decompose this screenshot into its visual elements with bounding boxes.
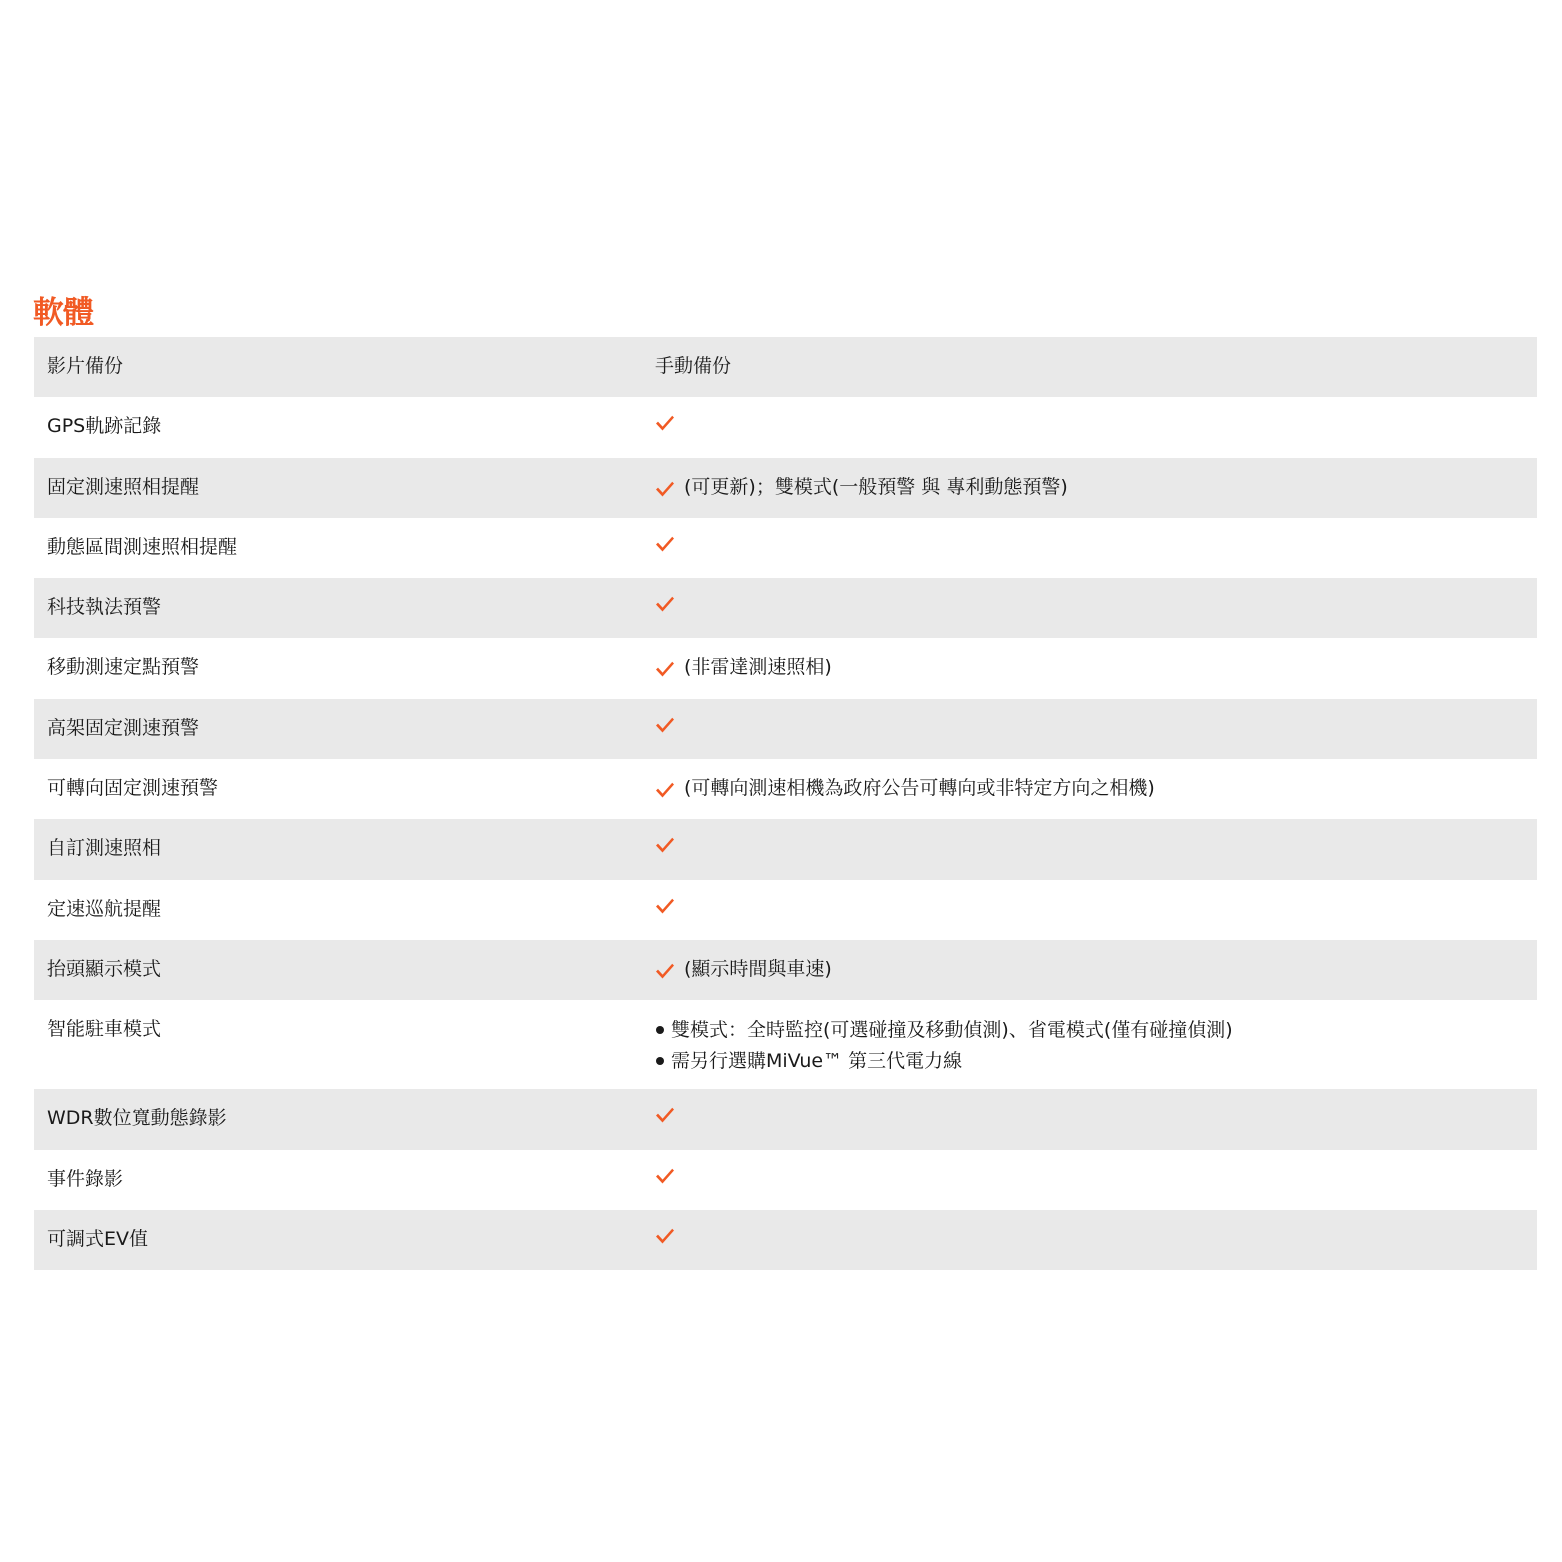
feature-name: 抬頭顯示模式 xyxy=(47,957,162,980)
feature-value xyxy=(655,412,684,430)
spec-row xyxy=(34,819,1537,879)
spec-row xyxy=(34,880,1537,940)
feature-name: 固定測速照相提醒 xyxy=(47,475,200,498)
checkmark-icon xyxy=(655,779,675,797)
feature-name: 事件錄影 xyxy=(47,1167,124,1190)
section-title: 軟體 xyxy=(33,295,93,331)
feature-name: 影片備份 xyxy=(47,355,124,377)
feature-value-text: (可更新)；雙模式(一般預警 與 專利動態預警) xyxy=(684,475,1068,498)
spec-row xyxy=(34,1210,1537,1270)
spec-row xyxy=(34,518,1537,578)
spec-table xyxy=(34,337,1537,1270)
feature-value xyxy=(655,834,684,852)
feature-value xyxy=(655,714,684,732)
checkmark-icon xyxy=(655,714,675,732)
checkmark-icon xyxy=(655,1165,675,1183)
feature-name: 可轉向固定測速預警 xyxy=(47,777,219,800)
feature-value xyxy=(655,533,684,551)
bullet-list xyxy=(655,1015,1233,1076)
spec-row xyxy=(34,1000,1537,1089)
feature-name: 動態區間測速照相提醒 xyxy=(47,535,238,558)
checkmark-icon xyxy=(655,533,675,551)
feature-value xyxy=(655,352,731,380)
feature-value xyxy=(655,1015,1233,1076)
feature-name: 定速巡航提醒 xyxy=(47,897,162,920)
checkmark-icon xyxy=(655,895,675,913)
bullet-dot-icon xyxy=(656,1026,664,1034)
checkmark-icon xyxy=(655,1104,675,1122)
checkmark-icon xyxy=(655,1225,675,1243)
checkmark-icon xyxy=(655,593,675,611)
spec-row xyxy=(34,397,1537,457)
feature-name: WDR數位寬動態錄影 xyxy=(47,1107,227,1130)
spec-row xyxy=(34,1150,1537,1210)
feature-value xyxy=(655,1104,684,1122)
bullet-text: 需另行選購MiVue™ 第三代電力線 xyxy=(671,1049,963,1072)
checkmark-icon xyxy=(655,478,675,496)
bullet-item xyxy=(655,1014,1233,1045)
feature-value xyxy=(655,955,832,983)
feature-value xyxy=(655,1165,684,1183)
feature-value xyxy=(655,1225,684,1243)
feature-value xyxy=(655,774,1155,802)
feature-value-text: 手動備份 xyxy=(655,355,732,377)
feature-name: 移動測速定點預警 xyxy=(47,656,200,679)
feature-name: 自訂測速照相 xyxy=(47,837,162,860)
spec-row xyxy=(34,759,1537,819)
checkmark-icon xyxy=(655,834,675,852)
feature-name: 可調式EV值 xyxy=(47,1227,149,1250)
feature-value-text: (顯示時間與車速) xyxy=(684,957,832,980)
feature-value xyxy=(655,653,832,681)
spec-row xyxy=(34,337,1537,397)
feature-name: 高架固定測速預警 xyxy=(47,716,200,739)
spec-row xyxy=(34,699,1537,759)
spec-row xyxy=(34,638,1537,698)
feature-value xyxy=(655,895,684,913)
bullet-item xyxy=(655,1045,1233,1076)
feature-value xyxy=(655,593,684,611)
spec-row xyxy=(34,578,1537,638)
bullet-dot-icon xyxy=(656,1057,664,1065)
feature-name: GPS軌跡記錄 xyxy=(47,415,162,438)
feature-value xyxy=(655,473,1068,501)
feature-value-text: (非雷達測速照相) xyxy=(684,656,832,679)
checkmark-icon xyxy=(655,960,675,978)
bullet-text: 雙模式：全時監控(可選碰撞及移動偵測)、省電模式(僅有碰撞偵測) xyxy=(671,1018,1233,1041)
feature-name: 智能駐車模式 xyxy=(47,1018,162,1041)
spec-row xyxy=(34,1089,1537,1149)
feature-name: 科技執法預警 xyxy=(47,596,162,619)
checkmark-icon xyxy=(655,658,675,676)
checkmark-icon xyxy=(655,412,675,430)
feature-value-text: (可轉向測速相機為政府公告可轉向或非特定方向之相機) xyxy=(684,777,1155,800)
spec-row xyxy=(34,940,1537,1000)
spec-row xyxy=(34,458,1537,518)
